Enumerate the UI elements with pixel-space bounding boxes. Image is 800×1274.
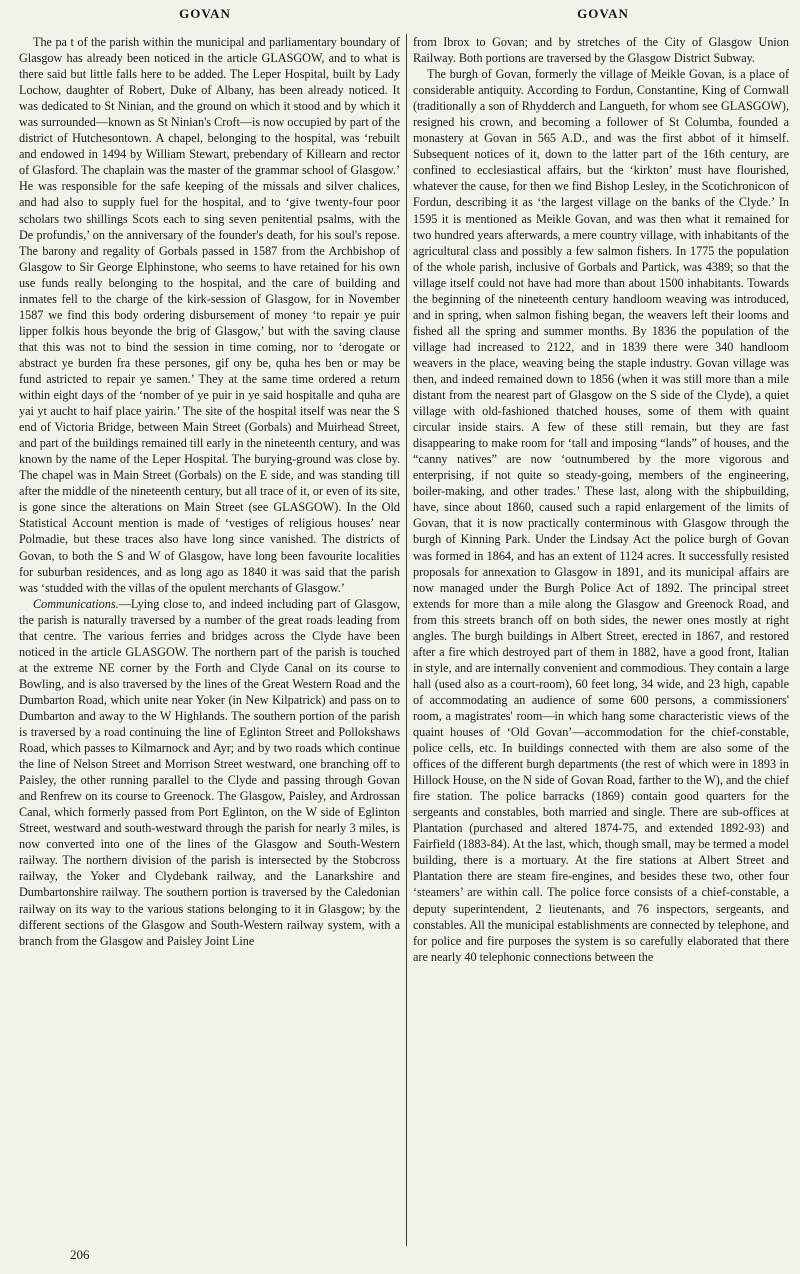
running-head-left: GOVAN — [179, 6, 231, 21]
section-heading-communications: Communications. — [33, 596, 119, 611]
communications-text: —Lying close to, and indeed including part of Glasgow, the parish is naturally traversed by a number of the great roads leading from that centre. The various ferries and bridges across the Clyde have been noticed in the article GLASGOW. The northern part of the parish is touched at the extreme NE corner by the Forth and Clyde Canal on its course to Bowling, and is also traversed by the lines of the Great Western Road and the Dumbarton Road, which unite near Yoker (in New Kilpatrick) and pass on to Dumbarton and away to the W Highlands. The southern portion of the parish is traversed by a road continuing the line of Eglinton Street and Pollokshaws Road, which passes to Kilmarnock and Ayr; and by two roads which continue the line of Nelson Street and Morrison Street westward, one branching off to Paisley, the other running parallel to the Clyde and passing through Govan and Renfrew on its course to Greenock. The Glasgow, Paisley, and Ardrossan Canal, which formerly passed from Port Eglinton, on the W side of Eglinton Street, westward and south-westward through the parish for nearly 3 miles, is now converted into one of the lines of the Glasgow and South-Western railway. The northern division of the parish is intersected by the Stobcross railway, the Yoker and Clydebank railway, and the Lanarkshire and Dumbartonshire railway. The southern portion is traversed by the Caledonian railway on its way to the various stations belonging to it in Glasgow; by the different sections of the Glasgow and South-Western railway system, with a branch from the Glasgow and Paisley Joint Line — [19, 596, 400, 948]
page-number: 206 — [70, 1247, 90, 1262]
right-column — [413, 34, 789, 1244]
running-head-right: GOVAN — [577, 6, 629, 21]
paragraph-communications — [19, 596, 400, 949]
paragraph-leper-hospital: The pa t of the parish within the municipal and parliamentary boundary of Glasgow has already been noticed in the article GLASGOW, and to what is there said but little falls here to be added. The Leper Hospital, built by Lady Lochow, daughter of Robert, Duke of Albany, has been already noticed. It was dedicated to St Ninian, and the ground on which it stood and by which it was surrounded—known as St Ninian's Croft—is now occupied by part of the district of Hutchesontown. A chapel, belonging to the hospital, was ‘rebuilt and endowed in 1494 by William Stewart, prebendary of Killearn and rector of Glasford. The chaplain was the master of the grammar school of Glasgow.’ He was responsible for the safe keeping of the missals and silver chalices, and had also to supply fuel for the hospital, and to ‘give twenty-four poor scholars two shillings Scots each to sing seven penitential psalms, with the De profundis,’ on the anniversary of the founder's death, for his soul's repose. The barony and regality of Gorbals passed in 1587 from the Archbishop of Glasgow to Sir George Elphinstone, who seems to have retained for his own use funds really belonging to the hospital, and the care of building and inmates fell to the charge of the kirk-session of Glasgow, for in November 1587 we find this body ordering disbursement of money ‘to repair ye puir lipper folkis hous beyonde the brig of Glasgow,’ but with the saving clause that this was not to bind the session in time coming, nor to ‘derogate or abstract ye burden fra these persones, gif ony be, quha hes ben or may be fund astricted to repair ye samen.’ They at the same time ordered a return within eight days of the ‘nomber of ye puir in ye said hospitalle and quha are yai yt aucht to haif place yairin.’ The site of the hospital itself was near the S end of Victoria Bridge, between Main Street (Gorbals) and Muirhead Street, and part of the buildings remained till early in the nineteenth century, and was known by the name of the Leper Hospital. The burying-ground was close by. The chapel was in Main Street (Gorbals) on the E side, and was standing till after the middle of the nineteenth century, but all trace of it, or even of its site, is gone since the alterations on Main Street (see GLASGOW). In the Old Statistical Account mention is made of ‘vestiges of religious houses’ near Polmadie, but these traces also have long since vanished. The districts of Govan, to both the S and W of Glasgow, have long been favourite localities for suburban residences, and as long ago as 1840 it was said that the parish was ‘studded with the villas of the opulent merchants of Glasgow.’ — [19, 35, 400, 595]
left-column — [19, 34, 400, 1244]
paragraph-burgh-of-govan: The burgh of Govan, formerly the village of Meikle Govan, is a place of considerable antiquity. According to Fordun, Constantine, King of Cornwall (traditionally a son of Rhydderch and Langueth, for whom see GLASGOW), resigned his crown, and becoming a follower of St Columba, founded a monastery at Govan in 565 A.D., and was the first abbot of it himself. Subsequent notices of it, down to the latter part of the 16th century, are confined to ecclesiastical affairs, but the ‘kirkton’ must have flourished, whatever the cause, for then we find Bishop Lesley, in the Scotichronicon of Fordun, describing it as ‘the largest village on the banks of the Clyde.’ In 1595 it is mentioned as Meikle Govan, and was then what it remained for two hundred years afterwards, a mere country village, with inhabitants of the agricultural class and possibly a few salmon fishers. In 1775 the population of the whole parish, inclusive of Gorbals and Partick, was 4389; so that the village itself could not have had more than about 1500 inhabitants. Towards the beginning of the nineteenth century handloom weaving was introduced, and in spring, when salmon fishing began, the weavers left their looms and fished all the spring and summer months. By 1836 the population of the village had increased to 2122, and in 1839 there were 340 handloom weavers in the place, weaving being the staple industry. Govan village was then, and indeed remained down to 1856 (when it was still more than a mile distant from the nearest part of Glasgow on the S side of the Clyde), a quiet village with old-fashioned thatched houses, some of them with quaint circular inside stairs. A few of these still remain, but they are fast disappearing to make room for ‘tall and imposing “lands” of houses, and the “canny natives” are now ‘outnumbered by the more vigorous and enterprising, if not quite so steady-going, members of the engineering, boiler-making, and other trades.’ These last, along with the shipbuilding, have, since about 1860, caused such a rapid enlargement of the limits of Govan, that it is now practically conterminous with Glasgow through the burgh of Kinning Park. Under the Lindsay Act the police burgh of Govan was formed in 1864, and has an extent of 1124 acres. It successfully resisted proposals for annexation to Glasgow in 1891, and its municipal affairs are now managed under the Burgh Police Act of 1892. The principal street extends for more than a mile along the Glasgow and Greenock Road, and from this streets branch off on both sides, the newer ones mostly at right angles. The burgh buildings in Albert Street, erected in 1867, and restored after a fire which destroyed part of them in 1882, have a good front, Italian in style, and are internally convenient and commodious. They contain a large hall (used also as a court-room), 60 feet long, 34 wide, and 23 high, capable of accommodating an audience of some 600 persons, a commissioners' room, a magistrates' room—in which hang some characteristic views of the quaint houses of ‘Old Govan’—accommodation for the chief-constable, police cells, etc. In buildings connected with them are also some of the offices of the different burgh departments (the rest of which were in 1893 in Hillock House, on the N side of Govan Road, farther to the W), and the chief fire station. The police barracks (1869) contain good quarters for the sergeants and constables, both married and single. There are sub-offices at Plantation (purchased and altered 1874-75, and extended 1892-93) and Fairfield (1883-84). At the last, which, though small, may be termed a model building, there is a mortuary. At the fire stations at Albert Street and Plantation there are steam fire-engines, and besides these two, other four ‘steamers’ are within call. The police force consists of a chief-constable, a deputy superintendent, 2 lieutenants, and 76 inspectors, sergeants, and constables. All the municipal establishments are connected by telephone, and for police and fire purposes the system is so carefully elaborated that there are nearly 40 telephonic connections between the — [413, 67, 789, 964]
paragraph-continuation: from Ibrox to Govan; and by stretches of the City of Glasgow Union Railway. Both portions are traversed by the Glasgow District Subway. — [413, 35, 789, 66]
column-divider — [406, 34, 407, 1246]
